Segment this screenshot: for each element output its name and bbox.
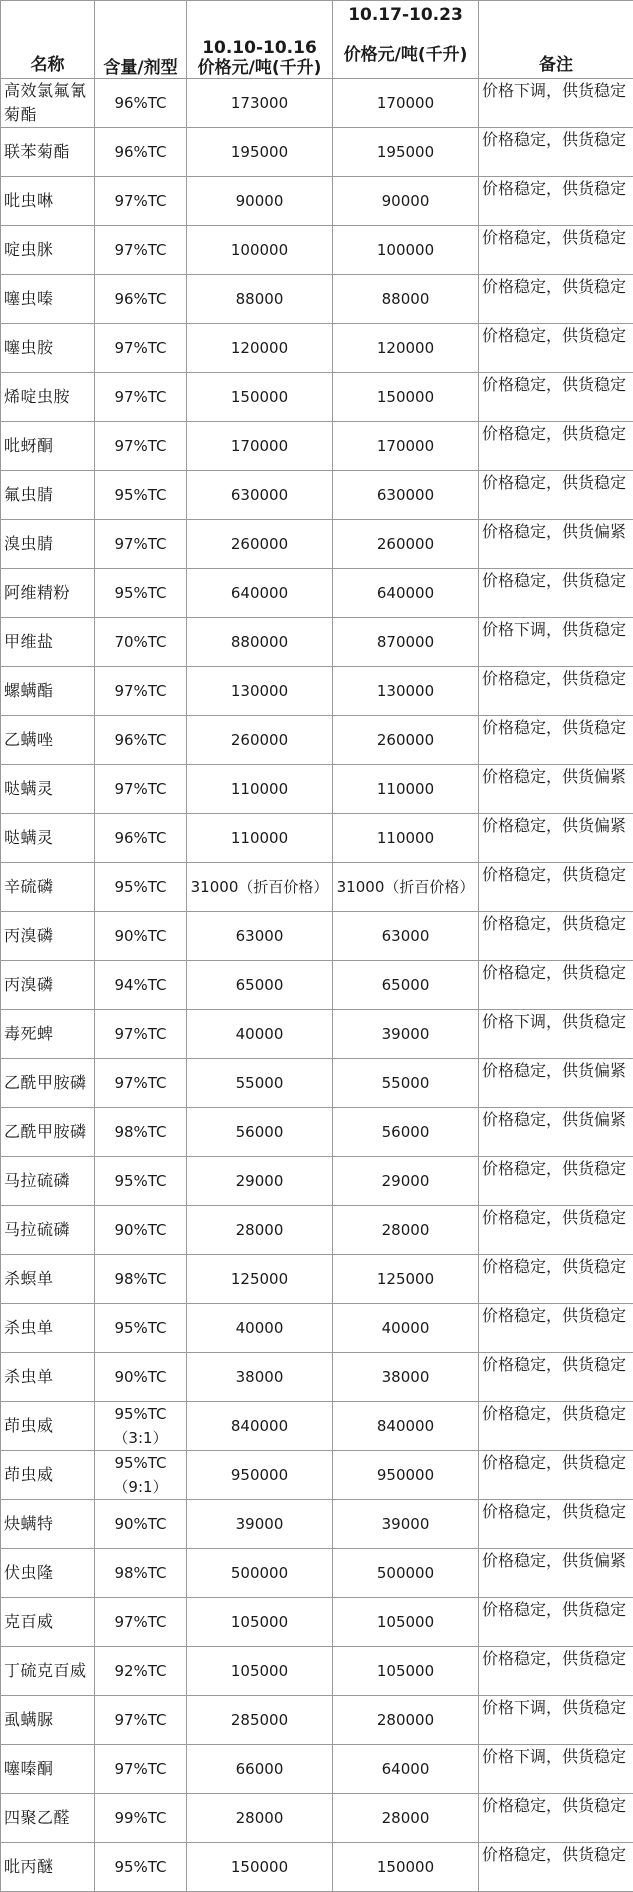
table-row <box>1 1794 633 1843</box>
table-row <box>1 961 633 1010</box>
cell-name: 伏虫隆 <box>1 1549 95 1598</box>
cell-spec: 95%TC（3:1） <box>95 1402 187 1451</box>
cell-price-period2: 870000 <box>333 618 479 667</box>
cell-name: 辛硫磷 <box>1 863 95 912</box>
cell-spec: 94%TC <box>95 961 187 1010</box>
table-row <box>1 1157 633 1206</box>
cell-spec: 98%TC <box>95 1549 187 1598</box>
cell-spec: 95%TC（9:1） <box>95 1451 187 1500</box>
table-row <box>1 1745 633 1794</box>
cell-note: 价格下调，供货稳定 <box>479 79 633 128</box>
cell-price-period2: 90000 <box>333 177 479 226</box>
cell-spec: 95%TC <box>95 1304 187 1353</box>
cell-spec: 90%TC <box>95 912 187 961</box>
table-row <box>1 1255 633 1304</box>
cell-price-period1: 28000 <box>187 1794 333 1843</box>
cell-note: 价格下调，供货稳定 <box>479 1745 633 1794</box>
cell-name: 吡丙醚 <box>1 1843 95 1892</box>
cell-note: 价格稳定，供货偏紧 <box>479 1549 633 1598</box>
cell-name: 螺螨酯 <box>1 667 95 716</box>
cell-price-period2: 29000 <box>333 1157 479 1206</box>
cell-price-period2: 63000 <box>333 912 479 961</box>
table-row <box>1 863 633 912</box>
cell-name: 马拉硫磷 <box>1 1157 95 1206</box>
cell-spec: 95%TC <box>95 1157 187 1206</box>
cell-price-period1: 105000 <box>187 1647 333 1696</box>
cell-note: 价格稳定，供货稳定 <box>479 471 633 520</box>
cell-spec: 97%TC <box>95 226 187 275</box>
cell-spec: 96%TC <box>95 716 187 765</box>
cell-spec: 95%TC <box>95 569 187 618</box>
cell-price-period1: 950000 <box>187 1451 333 1500</box>
table-row <box>1 275 633 324</box>
cell-price-period2: 150000 <box>333 373 479 422</box>
cell-spec: 96%TC <box>95 128 187 177</box>
header-spec: 含量/剂型 <box>95 1 187 79</box>
cell-price-period1: 840000 <box>187 1402 333 1451</box>
table-row <box>1 1647 633 1696</box>
table-row <box>1 1059 633 1108</box>
cell-price-period1: 125000 <box>187 1255 333 1304</box>
cell-price-period2: 260000 <box>333 716 479 765</box>
cell-spec: 99%TC <box>95 1794 187 1843</box>
cell-price-period1: 55000 <box>187 1059 333 1108</box>
header-period2-dates: 10.17-10.23 <box>333 5 478 25</box>
cell-spec: 90%TC <box>95 1500 187 1549</box>
cell-price-period1: 130000 <box>187 667 333 716</box>
cell-price-period2: 40000 <box>333 1304 479 1353</box>
cell-spec: 97%TC <box>95 324 187 373</box>
header-name: 名称 <box>1 1 95 79</box>
cell-name: 噻虫胺 <box>1 324 95 373</box>
cell-price-period2: 56000 <box>333 1108 479 1157</box>
cell-note: 价格稳定，供货稳定 <box>479 128 633 177</box>
header-period2 <box>333 1 479 79</box>
cell-price-period1: 500000 <box>187 1549 333 1598</box>
cell-price-period2: 260000 <box>333 520 479 569</box>
cell-price-period2: 640000 <box>333 569 479 618</box>
cell-name: 杀虫单 <box>1 1353 95 1402</box>
cell-name: 氟虫腈 <box>1 471 95 520</box>
cell-spec: 92%TC <box>95 1647 187 1696</box>
cell-price-period1: 100000 <box>187 226 333 275</box>
table-row <box>1 128 633 177</box>
cell-name: 高效氯氟氰菊酯 <box>1 79 95 128</box>
cell-name: 茚虫威 <box>1 1402 95 1451</box>
cell-note: 价格稳定，供货稳定 <box>479 324 633 373</box>
cell-price-period1: 120000 <box>187 324 333 373</box>
cell-price-period2: 170000 <box>333 79 479 128</box>
table-row <box>1 1010 633 1059</box>
cell-note: 价格稳定，供货偏紧 <box>479 765 633 814</box>
cell-price-period1: 39000 <box>187 1500 333 1549</box>
cell-name: 联苯菊酯 <box>1 128 95 177</box>
cell-note: 价格下调，供货稳定 <box>479 1010 633 1059</box>
cell-price-period1: 40000 <box>187 1010 333 1059</box>
table-row <box>1 1402 633 1451</box>
cell-price-period1: 110000 <box>187 765 333 814</box>
cell-name: 啶虫脒 <box>1 226 95 275</box>
cell-price-period1: 285000 <box>187 1696 333 1745</box>
cell-price-period1: 38000 <box>187 1353 333 1402</box>
cell-price-period2: 280000 <box>333 1696 479 1745</box>
cell-price-period2: 125000 <box>333 1255 479 1304</box>
table-row <box>1 569 633 618</box>
cell-price-period1: 110000 <box>187 814 333 863</box>
cell-name: 丁硫克百威 <box>1 1647 95 1696</box>
cell-price-period2: 130000 <box>333 667 479 716</box>
table-body <box>1 79 633 1892</box>
cell-price-period2: 500000 <box>333 1549 479 1598</box>
cell-note: 价格稳定，供货稳定 <box>479 373 633 422</box>
cell-price-period2: 105000 <box>333 1647 479 1696</box>
cell-price-period1: 880000 <box>187 618 333 667</box>
cell-price-period2: 950000 <box>333 1451 479 1500</box>
cell-price-period1: 150000 <box>187 373 333 422</box>
cell-name: 吡虫啉 <box>1 177 95 226</box>
cell-note: 价格稳定，供货稳定 <box>479 1500 633 1549</box>
table-row <box>1 373 633 422</box>
table-row <box>1 226 633 275</box>
header-period2-unit: 价格元/吨(千升) <box>333 45 478 65</box>
table-row <box>1 618 633 667</box>
cell-price-period2: 28000 <box>333 1206 479 1255</box>
cell-price-period2: 65000 <box>333 961 479 1010</box>
cell-price-period1: 56000 <box>187 1108 333 1157</box>
header-row <box>1 1 633 79</box>
header-note: 备注 <box>479 1 633 79</box>
cell-price-period1: 195000 <box>187 128 333 177</box>
cell-note: 价格稳定，供货稳定 <box>479 716 633 765</box>
cell-note: 价格稳定，供货稳定 <box>479 1794 633 1843</box>
cell-name: 炔螨特 <box>1 1500 95 1549</box>
cell-spec: 97%TC <box>95 520 187 569</box>
cell-note: 价格稳定，供货稳定 <box>479 1304 633 1353</box>
cell-price-period2: 170000 <box>333 422 479 471</box>
cell-price-period1: 150000 <box>187 1843 333 1892</box>
cell-name: 乙酰甲胺磷 <box>1 1108 95 1157</box>
cell-price-period1: 90000 <box>187 177 333 226</box>
cell-note: 价格稳定，供货稳定 <box>479 569 633 618</box>
table-row <box>1 1843 633 1892</box>
cell-price-period2: 120000 <box>333 324 479 373</box>
cell-note: 价格稳定，供货稳定 <box>479 667 633 716</box>
cell-name: 马拉硫磷 <box>1 1206 95 1255</box>
table-row <box>1 667 633 716</box>
cell-price-period1: 173000 <box>187 79 333 128</box>
cell-note: 价格稳定，供货稳定 <box>479 177 633 226</box>
cell-price-period2: 840000 <box>333 1402 479 1451</box>
cell-note: 价格稳定，供货稳定 <box>479 1598 633 1647</box>
cell-note: 价格稳定，供货稳定 <box>479 422 633 471</box>
cell-name: 乙螨唑 <box>1 716 95 765</box>
table-row <box>1 814 633 863</box>
cell-note: 价格稳定，供货偏紧 <box>479 814 633 863</box>
cell-spec: 97%TC <box>95 1598 187 1647</box>
table-row <box>1 1304 633 1353</box>
cell-name: 丙溴磷 <box>1 961 95 1010</box>
cell-name: 哒螨灵 <box>1 765 95 814</box>
cell-note: 价格稳定，供货稳定 <box>479 1157 633 1206</box>
table-row <box>1 1206 633 1255</box>
header-period1-dates: 10.10-10.16 <box>187 38 332 58</box>
cell-price-period1: 31000（折百价格） <box>187 863 333 912</box>
table-row <box>1 1353 633 1402</box>
cell-spec: 97%TC <box>95 373 187 422</box>
cell-price-period2: 105000 <box>333 1598 479 1647</box>
cell-spec: 97%TC <box>95 667 187 716</box>
cell-spec: 90%TC <box>95 1353 187 1402</box>
cell-note: 价格稳定，供货稳定 <box>479 1647 633 1696</box>
table-row <box>1 177 633 226</box>
table-row <box>1 1549 633 1598</box>
cell-spec: 96%TC <box>95 275 187 324</box>
cell-price-period1: 640000 <box>187 569 333 618</box>
cell-note: 价格稳定，供货稳定 <box>479 961 633 1010</box>
cell-name: 乙酰甲胺磷 <box>1 1059 95 1108</box>
cell-price-period2: 38000 <box>333 1353 479 1402</box>
cell-name: 杀螟单 <box>1 1255 95 1304</box>
cell-price-period2: 110000 <box>333 765 479 814</box>
cell-spec: 96%TC <box>95 79 187 128</box>
cell-price-period1: 63000 <box>187 912 333 961</box>
cell-name: 克百威 <box>1 1598 95 1647</box>
cell-note: 价格稳定，供货稳定 <box>479 1402 633 1451</box>
cell-price-period2: 100000 <box>333 226 479 275</box>
cell-name: 四聚乙醛 <box>1 1794 95 1843</box>
cell-price-period1: 105000 <box>187 1598 333 1647</box>
cell-price-period2: 39000 <box>333 1500 479 1549</box>
table-row <box>1 520 633 569</box>
cell-spec: 97%TC <box>95 765 187 814</box>
cell-name: 丙溴磷 <box>1 912 95 961</box>
cell-spec: 97%TC <box>95 1010 187 1059</box>
table-row <box>1 1108 633 1157</box>
cell-note: 价格稳定，供货稳定 <box>479 1451 633 1500</box>
cell-spec: 95%TC <box>95 471 187 520</box>
cell-price-period1: 260000 <box>187 520 333 569</box>
cell-spec: 97%TC <box>95 1745 187 1794</box>
cell-name: 甲维盐 <box>1 618 95 667</box>
cell-spec: 70%TC <box>95 618 187 667</box>
cell-note: 价格稳定，供货稳定 <box>479 863 633 912</box>
cell-price-period2: 64000 <box>333 1745 479 1794</box>
cell-name: 哒螨灵 <box>1 814 95 863</box>
table-row <box>1 912 633 961</box>
cell-spec: 95%TC <box>95 1843 187 1892</box>
cell-name: 吡蚜酮 <box>1 422 95 471</box>
cell-name: 阿维精粉 <box>1 569 95 618</box>
cell-note: 价格稳定，供货偏紧 <box>479 1059 633 1108</box>
table-row <box>1 471 633 520</box>
table-row <box>1 79 633 128</box>
cell-price-period1: 40000 <box>187 1304 333 1353</box>
cell-price-period1: 29000 <box>187 1157 333 1206</box>
cell-price-period2: 110000 <box>333 814 479 863</box>
cell-name: 虱螨脲 <box>1 1696 95 1745</box>
table-row <box>1 422 633 471</box>
cell-note: 价格稳定，供货偏紧 <box>479 520 633 569</box>
cell-note: 价格稳定，供货偏紧 <box>479 1108 633 1157</box>
cell-name: 烯啶虫胺 <box>1 373 95 422</box>
cell-price-period1: 260000 <box>187 716 333 765</box>
header-period1-unit: 价格元/吨(千升) <box>187 58 332 78</box>
cell-note: 价格稳定，供货稳定 <box>479 1843 633 1892</box>
cell-name: 溴虫腈 <box>1 520 95 569</box>
cell-spec: 95%TC <box>95 863 187 912</box>
cell-price-period1: 88000 <box>187 275 333 324</box>
cell-note: 价格稳定，供货稳定 <box>479 1353 633 1402</box>
cell-price-period2: 31000（折百价格） <box>333 863 479 912</box>
cell-price-period2: 88000 <box>333 275 479 324</box>
table-row <box>1 1696 633 1745</box>
cell-note: 价格稳定，供货稳定 <box>479 275 633 324</box>
cell-name: 噻嗪酮 <box>1 1745 95 1794</box>
cell-note: 价格稳定，供货稳定 <box>479 1206 633 1255</box>
cell-note: 价格稳定，供货稳定 <box>479 912 633 961</box>
cell-price-period1: 28000 <box>187 1206 333 1255</box>
cell-spec: 97%TC <box>95 1059 187 1108</box>
cell-note: 价格稳定，供货稳定 <box>479 226 633 275</box>
cell-spec: 98%TC <box>95 1108 187 1157</box>
cell-spec: 98%TC <box>95 1255 187 1304</box>
cell-price-period1: 630000 <box>187 471 333 520</box>
cell-price-period2: 630000 <box>333 471 479 520</box>
cell-price-period2: 39000 <box>333 1010 479 1059</box>
cell-note: 价格下调，供货稳定 <box>479 618 633 667</box>
table-row <box>1 716 633 765</box>
table-row <box>1 1451 633 1500</box>
cell-spec: 97%TC <box>95 1696 187 1745</box>
cell-price-period2: 195000 <box>333 128 479 177</box>
cell-price-period1: 66000 <box>187 1745 333 1794</box>
header-period1 <box>187 1 333 79</box>
cell-price-period2: 55000 <box>333 1059 479 1108</box>
cell-spec: 97%TC <box>95 422 187 471</box>
table-row <box>1 324 633 373</box>
cell-price-period1: 170000 <box>187 422 333 471</box>
table-row <box>1 1500 633 1549</box>
cell-spec: 97%TC <box>95 177 187 226</box>
cell-name: 毒死蜱 <box>1 1010 95 1059</box>
cell-spec: 96%TC <box>95 814 187 863</box>
cell-name: 茚虫威 <box>1 1451 95 1500</box>
cell-name: 噻虫嗪 <box>1 275 95 324</box>
cell-note: 价格下调，供货稳定 <box>479 1696 633 1745</box>
table-row <box>1 765 633 814</box>
table-row <box>1 1598 633 1647</box>
cell-note: 价格稳定，供货稳定 <box>479 1255 633 1304</box>
cell-price-period2: 150000 <box>333 1843 479 1892</box>
cell-price-period2: 28000 <box>333 1794 479 1843</box>
cell-spec: 90%TC <box>95 1206 187 1255</box>
cell-price-period1: 65000 <box>187 961 333 1010</box>
cell-name: 杀虫单 <box>1 1304 95 1353</box>
